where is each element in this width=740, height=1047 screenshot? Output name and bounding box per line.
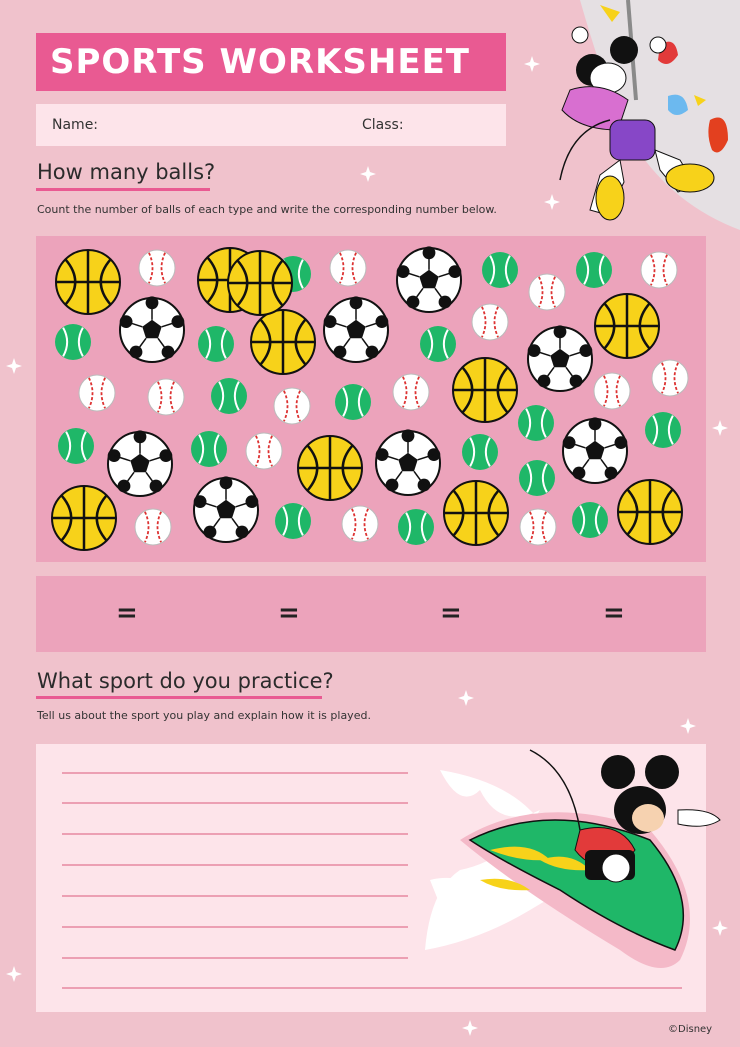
tennis-equals: = [603, 598, 625, 628]
section-heading-sport: What sport do you practice? [37, 669, 334, 693]
section-instruction-sport: Tell us about the sport you play and explain how it is played. [37, 709, 371, 722]
soccer-equals: = [116, 598, 138, 628]
section-heading-balls: How many balls? [37, 160, 216, 184]
copyright-text: ©Disney [668, 1024, 713, 1035]
class-label: Class: [362, 117, 404, 133]
baseball-equals: = [278, 598, 300, 628]
section-instruction-balls: Count the number of balls of each type and write the corresponding number below. [37, 203, 497, 216]
basketball-equals: = [440, 598, 462, 628]
page-title: SPORTS WORKSHEET [50, 42, 470, 82]
name-label: Name: [52, 117, 99, 133]
